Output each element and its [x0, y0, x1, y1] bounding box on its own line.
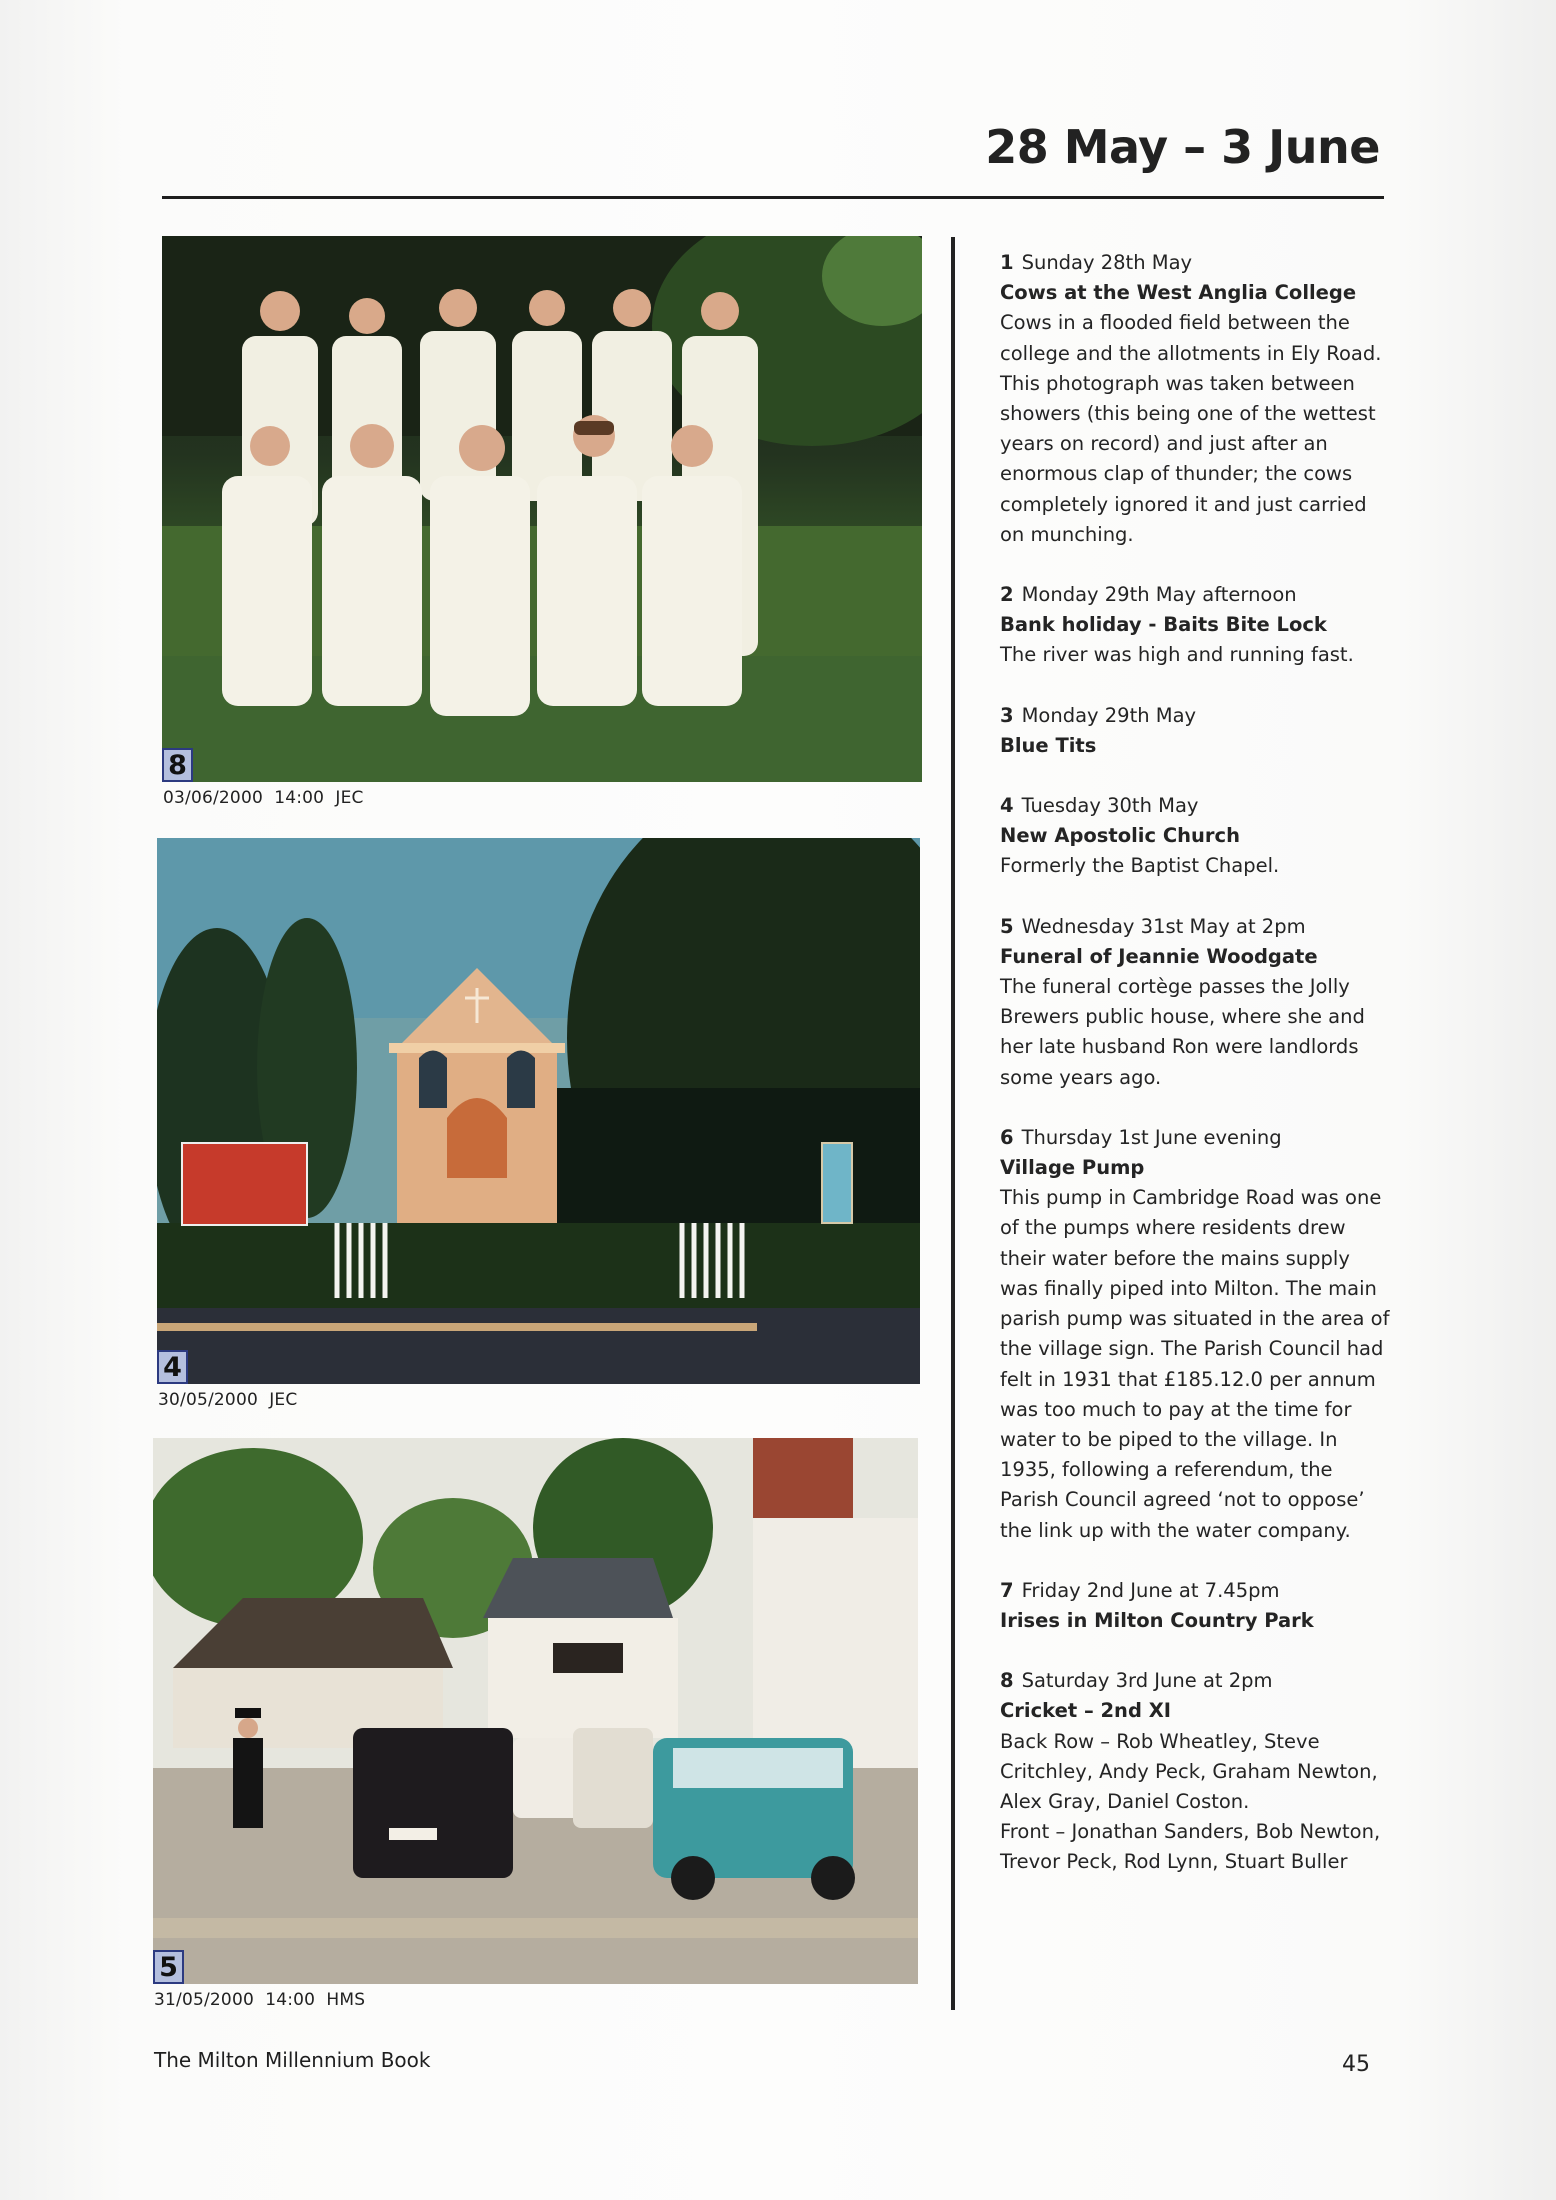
entry-body: The funeral cortège passes the Jolly Brewers public house, where she and her late husband Ron were landlords some years ago.: [1000, 975, 1365, 1089]
photo-number-badge: 4: [157, 1350, 188, 1384]
entry-date: Sunday 28th May: [1021, 251, 1193, 274]
entry-date: Friday 2nd June at 7.45pm: [1021, 1578, 1280, 1602]
entry-title: Irises in Milton Country Park: [1000, 1608, 1314, 1632]
entry-body: Formerly the Baptist Chapel.: [1000, 854, 1280, 878]
photo-caption: 31/05/2000 14:00 HMS: [154, 1990, 366, 2010]
entry-number: 2: [1000, 583, 1014, 607]
entry-title: Funeral of Jeannie Woodgate: [1000, 944, 1318, 968]
diary-entry: [1000, 912, 1390, 1093]
entry-number: 5: [1000, 914, 1014, 938]
entry-date: Saturday 3rd June at 2pm: [1021, 1669, 1273, 1693]
entry-date: Monday 29th May: [1021, 703, 1197, 727]
photo-new-apostolic-church: [157, 838, 920, 1384]
photo-cricket-team: [162, 236, 922, 782]
entry-title: Cricket – 2nd XI: [1000, 1699, 1171, 1723]
entry-title: New Apostolic Church: [1000, 824, 1240, 848]
diary-entry: [1000, 1576, 1390, 1636]
footer-book-title: The Milton Millennium Book: [154, 2048, 431, 2072]
entry-body: The river was high and running fast.: [1000, 643, 1354, 667]
entry-number: 3: [1000, 703, 1014, 727]
entry-title: Cows at the West Anglia College: [1000, 281, 1357, 305]
cricket-team-image: [162, 236, 922, 782]
entry-body: Back Row – Rob Wheatley, Steve Critchley, Andy Peck, Graham Newton, Alex Gray, Daniel Coston.: [1000, 1729, 1378, 1813]
diary-entry: [1000, 248, 1390, 550]
entry-title: Blue Tits: [1000, 733, 1097, 757]
entry-title: Village Pump: [1000, 1156, 1145, 1180]
diary-entry: [1000, 1666, 1390, 1877]
diary-entry: [1000, 1123, 1390, 1546]
header-rule: [162, 196, 1384, 199]
photo-caption: 03/06/2000 14:00 JEC: [163, 788, 364, 808]
entry-date: Tuesday 30th May: [1021, 794, 1199, 818]
street-image: [153, 1438, 918, 1984]
diary-entry: [1000, 580, 1390, 671]
photo-funeral-cortege: [153, 1438, 918, 1984]
photo-caption: 30/05/2000 JEC: [158, 1390, 298, 1410]
entry-body: Cows in a flooded field between the college and the allotments in Ely Road. This photograph was taken between showers (this being one of the wettest years on record) and just after an enormous clap of thunder; the cows completely ignored it and just carried on munching.: [1000, 311, 1382, 546]
entry-body: This pump in Cambridge Road was one of the pumps where residents drew their water before the mains supply was finally piped into Milton. The main parish pump was situated in the area of the village sign. The Parish Council had felt in 1931 that £185.12.0 per annum was too much to pay at the time for water to be piped to the village. In 1935, following a referendum, the Parish Council agreed ‘not to oppose’ the link up with the water company.: [1000, 1186, 1390, 1542]
entry-number: 1: [1000, 251, 1014, 274]
entry-title: Bank holiday - Baits Bite Lock: [1000, 613, 1327, 637]
entry-date: Thursday 1st June evening: [1021, 1125, 1282, 1149]
entry-body-front-row: Front – Jonathan Sanders, Bob Newton, Trevor Peck, Rod Lynn, Stuart Buller: [1000, 1820, 1381, 1874]
entry-number: 6: [1000, 1125, 1014, 1149]
entry-date: Wednesday 31st May at 2pm: [1021, 914, 1306, 938]
diary-entries: [1000, 248, 1390, 1908]
entry-date: Monday 29th May afternoon: [1021, 583, 1297, 607]
entry-number: 4: [1000, 794, 1014, 818]
diary-entry: [1000, 791, 1390, 882]
church-image: [157, 838, 920, 1384]
entry-number: 7: [1000, 1578, 1014, 1602]
page-title: 28 May – 3 June: [985, 120, 1380, 174]
entry-number: 8: [1000, 1669, 1014, 1693]
page-number: 45: [1342, 2052, 1370, 2077]
photo-number-badge: 5: [153, 1950, 184, 1984]
photo-number-badge: 8: [162, 748, 193, 782]
diary-entry: [1000, 701, 1390, 761]
column-divider: [951, 237, 955, 2010]
